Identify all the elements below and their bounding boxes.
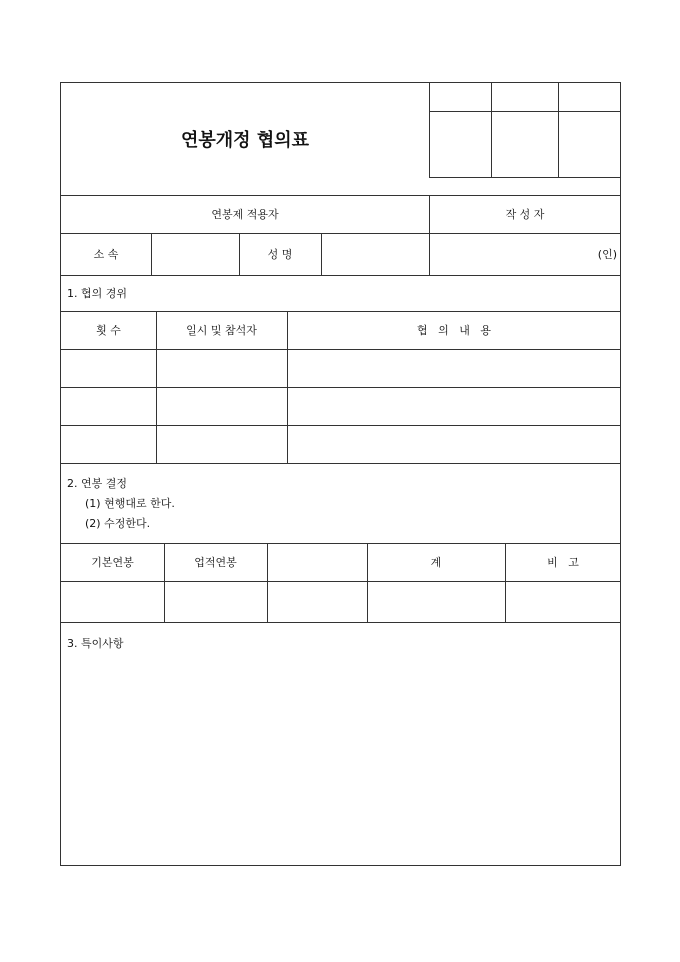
- section1-title: 1. 협의 경위: [67, 287, 127, 300]
- blank-header: [267, 543, 367, 581]
- count-column-header: 횟 수: [96, 324, 121, 337]
- applicant-label: 연봉제 적용자: [211, 208, 279, 221]
- name-field[interactable]: [321, 233, 429, 275]
- total-header: 계: [430, 556, 442, 569]
- department-field[interactable]: [151, 233, 239, 275]
- table-row[interactable]: [61, 425, 621, 463]
- approval-box-divider: [429, 83, 430, 178]
- remarks-header: 비 고: [547, 556, 579, 569]
- special-notes-area[interactable]: [61, 653, 621, 865]
- name-label: 성 명: [267, 248, 293, 261]
- approval-box-divider: [491, 83, 492, 178]
- approval-box-divider: [429, 111, 621, 112]
- approval-box-divider: [429, 177, 621, 178]
- row-divider: [61, 622, 621, 623]
- approval-box-divider: [558, 83, 559, 178]
- writer-label: 작 성 자: [505, 208, 545, 221]
- section2-option-modify: (2) 수정한다.: [85, 517, 151, 530]
- content-column-header: 협 의 내 용: [417, 324, 491, 337]
- table-row[interactable]: [61, 349, 621, 387]
- table-row[interactable]: [61, 387, 621, 425]
- datetime-attendees-column-header: 일시 및 참석자: [186, 324, 257, 337]
- section2-option-keep: (1) 현행대로 한다.: [85, 497, 175, 510]
- performance-salary-header: 업적연봉: [194, 556, 237, 569]
- seal-label: (인): [597, 248, 617, 261]
- row-divider: [61, 463, 621, 464]
- section2-title: 2. 연봉 결정: [67, 477, 127, 490]
- section3-title: 3. 특이사항: [67, 637, 124, 650]
- negotiation-form: [60, 82, 621, 866]
- department-label: 소 속: [93, 248, 119, 261]
- base-salary-header: 기본연봉: [91, 556, 134, 569]
- page-title: 연봉개정 협의표: [181, 130, 309, 151]
- salary-values-row[interactable]: [61, 581, 621, 622]
